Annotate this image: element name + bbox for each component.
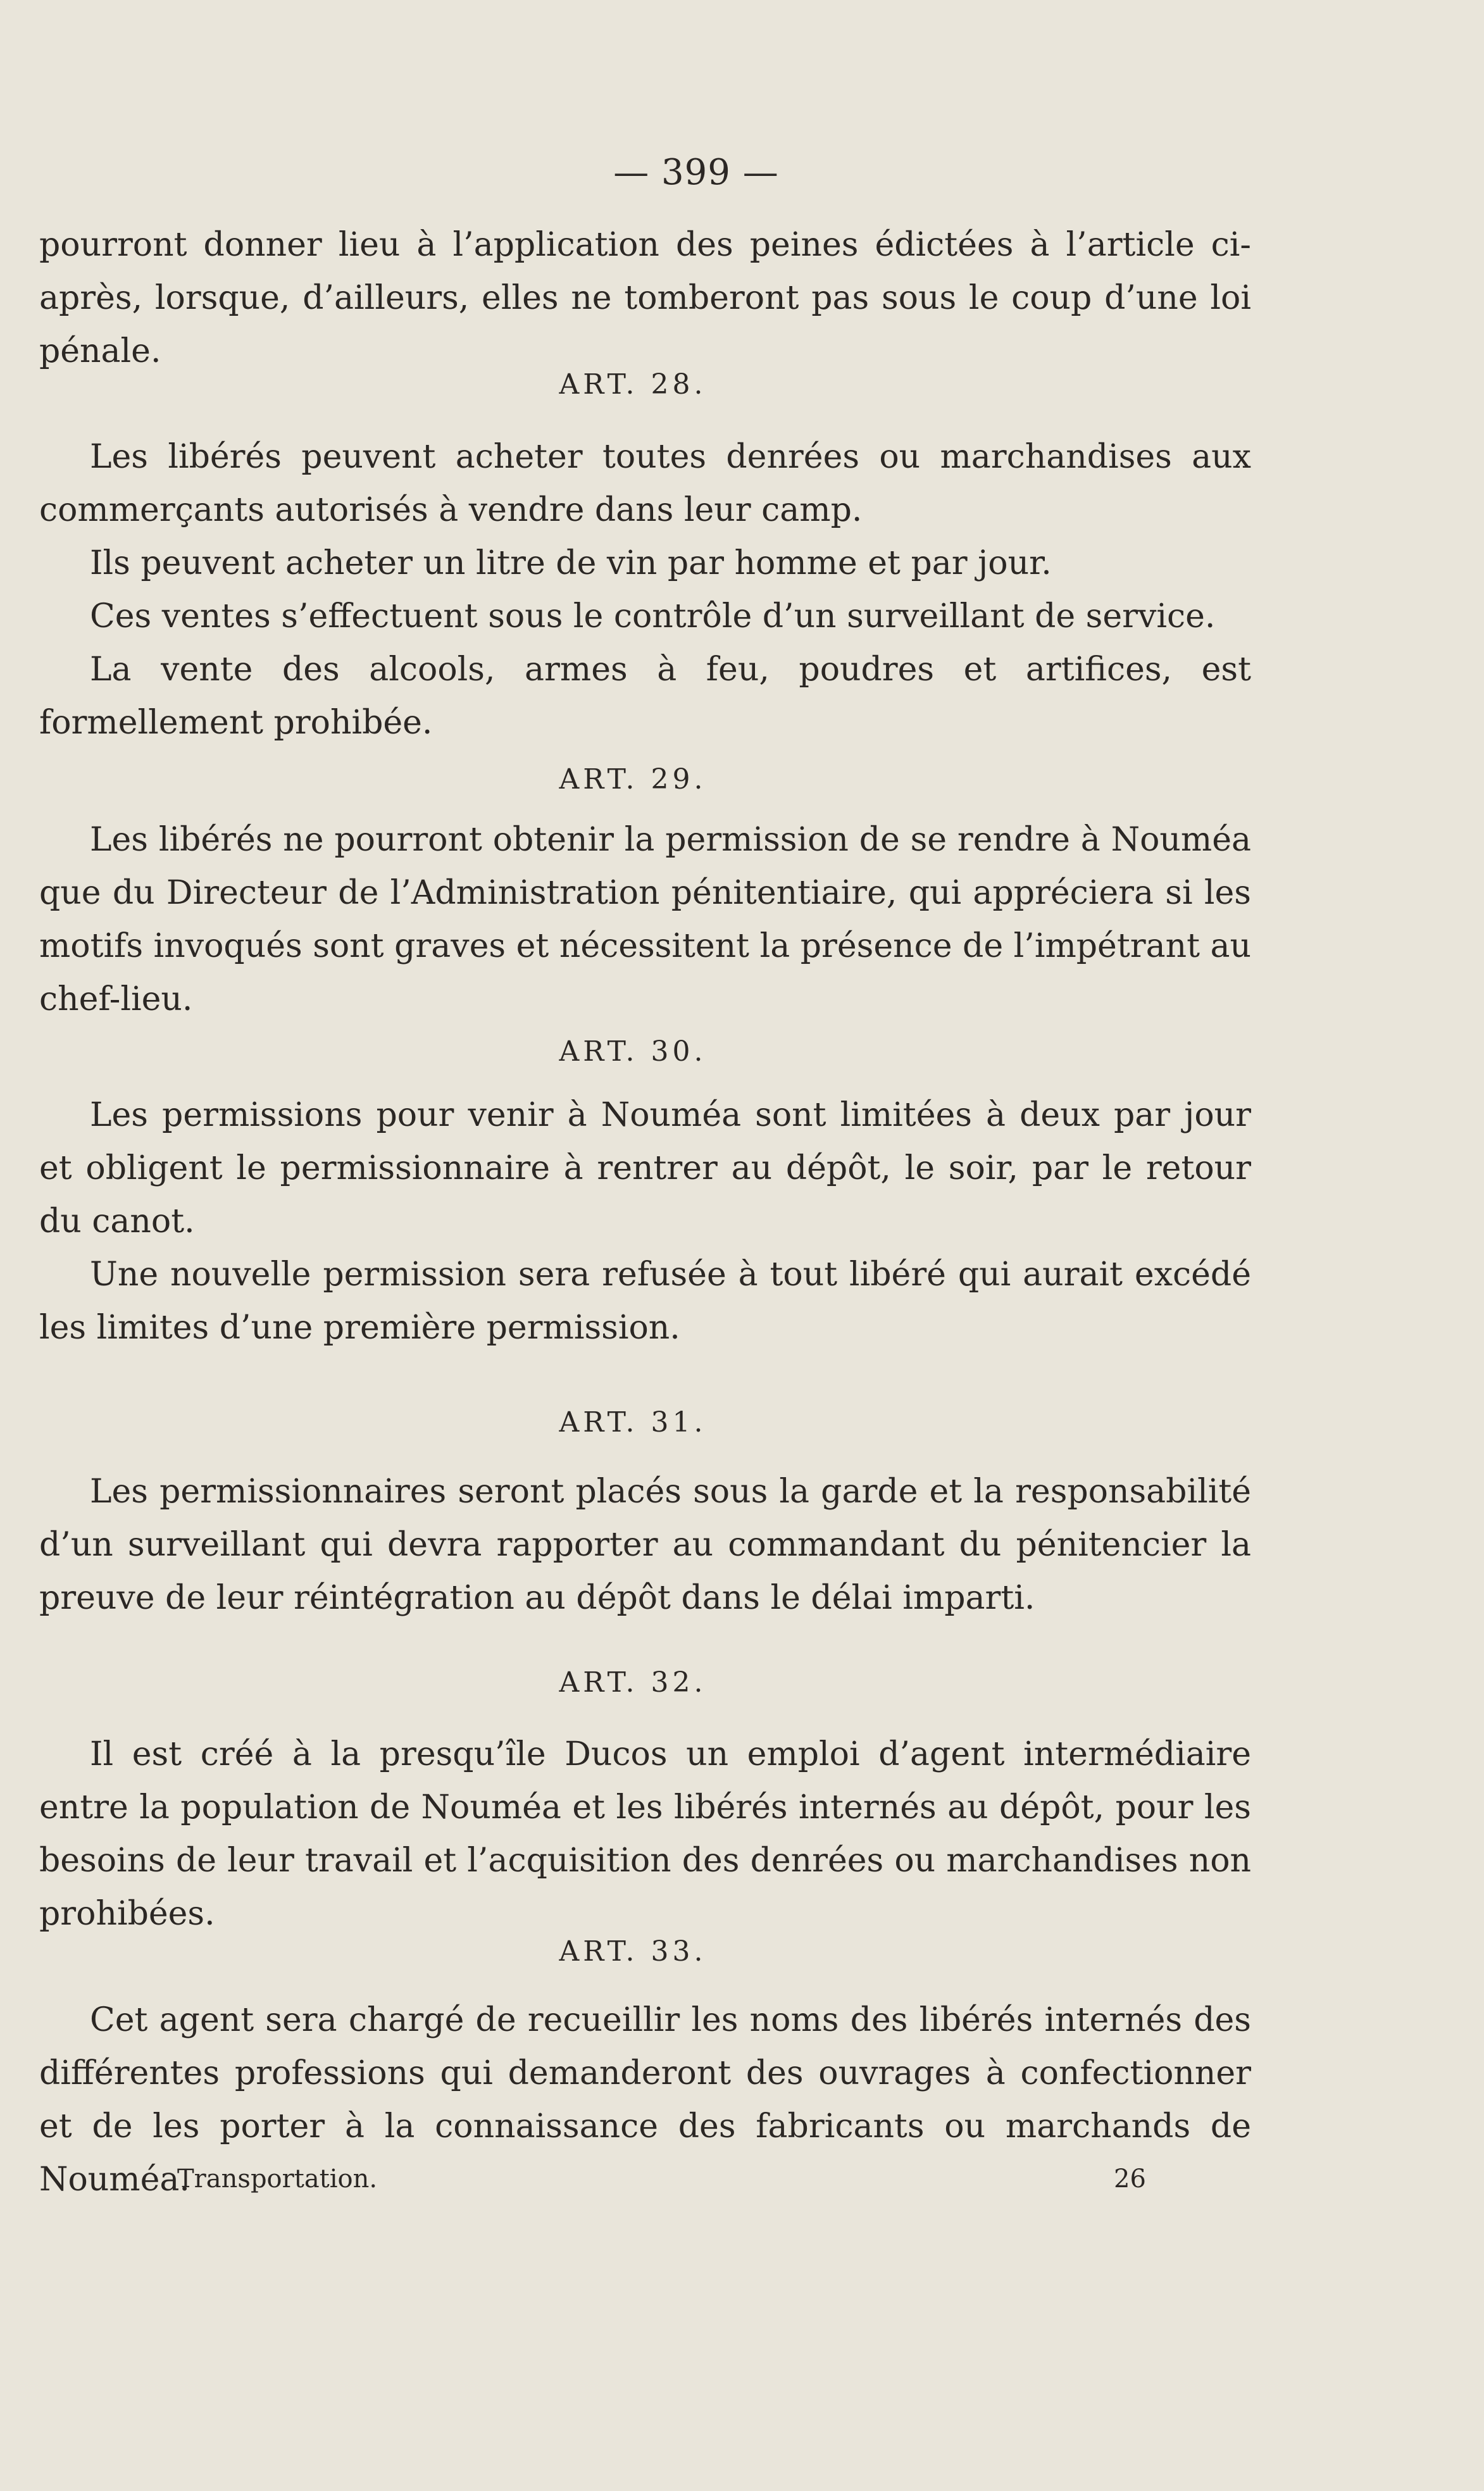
article-31-paragraph-1: Les permissionnaires seront placés sous la garde et la responsabilité d’un surveillant qui devra rapporter au commandant du pénitencier la preuve de leur réintégration au dépôt dans le délai imparti. bbox=[39, 1473, 1251, 1617]
article-28-heading: ART. 28. bbox=[559, 368, 707, 401]
footer-signature: Transportation. bbox=[177, 2164, 378, 2194]
article-28-paragraph-4: La vente des alcools, armes à feu, poudres et artifices, est formellement prohibée. bbox=[39, 651, 1251, 742]
article-28-paragraph-3: Ces ventes s’effectuent sous le contrôle d’un surveillant de service. bbox=[90, 597, 1216, 635]
footer-sheet-number: 26 bbox=[1114, 2164, 1146, 2194]
intro-paragraph: pourront donner lieu à l’application des peines édictées à l’article ci-après, lorsque, d’ailleurs, elles ne tomberont pas sous le coup d’une loi pénale. bbox=[39, 226, 1251, 370]
article-28-paragraph-2: Ils peuvent acheter un litre de vin par homme et par jour. bbox=[90, 544, 1052, 582]
article-28-paragraph-1: Les libérés peuvent acheter toutes denrées ou marchandises aux commerçants autorisés à vendre dans leur camp. bbox=[39, 438, 1251, 529]
article-30-heading: ART. 30. bbox=[559, 1035, 707, 1068]
article-28-body bbox=[39, 430, 1251, 749]
article-33-paragraph-1: Cet agent sera chargé de recueillir les noms des libérés internés des différentes professions qui demanderont des ouvrages à confectionner et de les porter à la connaissance des fabricants ou marchands de Nouméa. bbox=[39, 2001, 1251, 2199]
article-31-heading: ART. 31. bbox=[559, 1406, 707, 1439]
article-29-body bbox=[39, 813, 1251, 1026]
article-30-body bbox=[39, 1089, 1251, 1354]
intro-block bbox=[39, 218, 1251, 378]
article-32-heading: ART. 32. bbox=[559, 1666, 707, 1699]
article-31-body bbox=[39, 1465, 1251, 1625]
article-29-heading: ART. 29. bbox=[559, 763, 707, 796]
article-29-paragraph-1: Les libérés ne pourront obtenir la permission de se rendre à Nouméa que du Directeur de l’Administration pénitentiaire, qui appréciera si les motifs invoqués sont graves et nécessitent la présence de l’impétrant au chef-lieu. bbox=[39, 821, 1251, 1018]
article-30-paragraph-1: Les permissions pour venir à Nouméa sont limitées à deux par jour et obligent le permissionnaire à rentrer au dépôt, le soir, par le retour du canot. bbox=[39, 1096, 1251, 1240]
page-number: — 399 — bbox=[613, 152, 779, 193]
article-30-paragraph-2: Une nouvelle permission sera refusée à tout libéré qui aurait excédé les limites d’une première permission. bbox=[39, 1256, 1251, 1347]
article-32-paragraph-1: Il est créé à la presqu’île Ducos un emploi d’agent intermédiaire entre la population de Nouméa et les libérés internés au dépôt, pour les besoins de leur travail et l’acquisition des denrées ou marchandises non prohibées. bbox=[39, 1735, 1251, 1933]
article-33-heading: ART. 33. bbox=[559, 1935, 707, 1968]
article-32-body bbox=[39, 1728, 1251, 1940]
